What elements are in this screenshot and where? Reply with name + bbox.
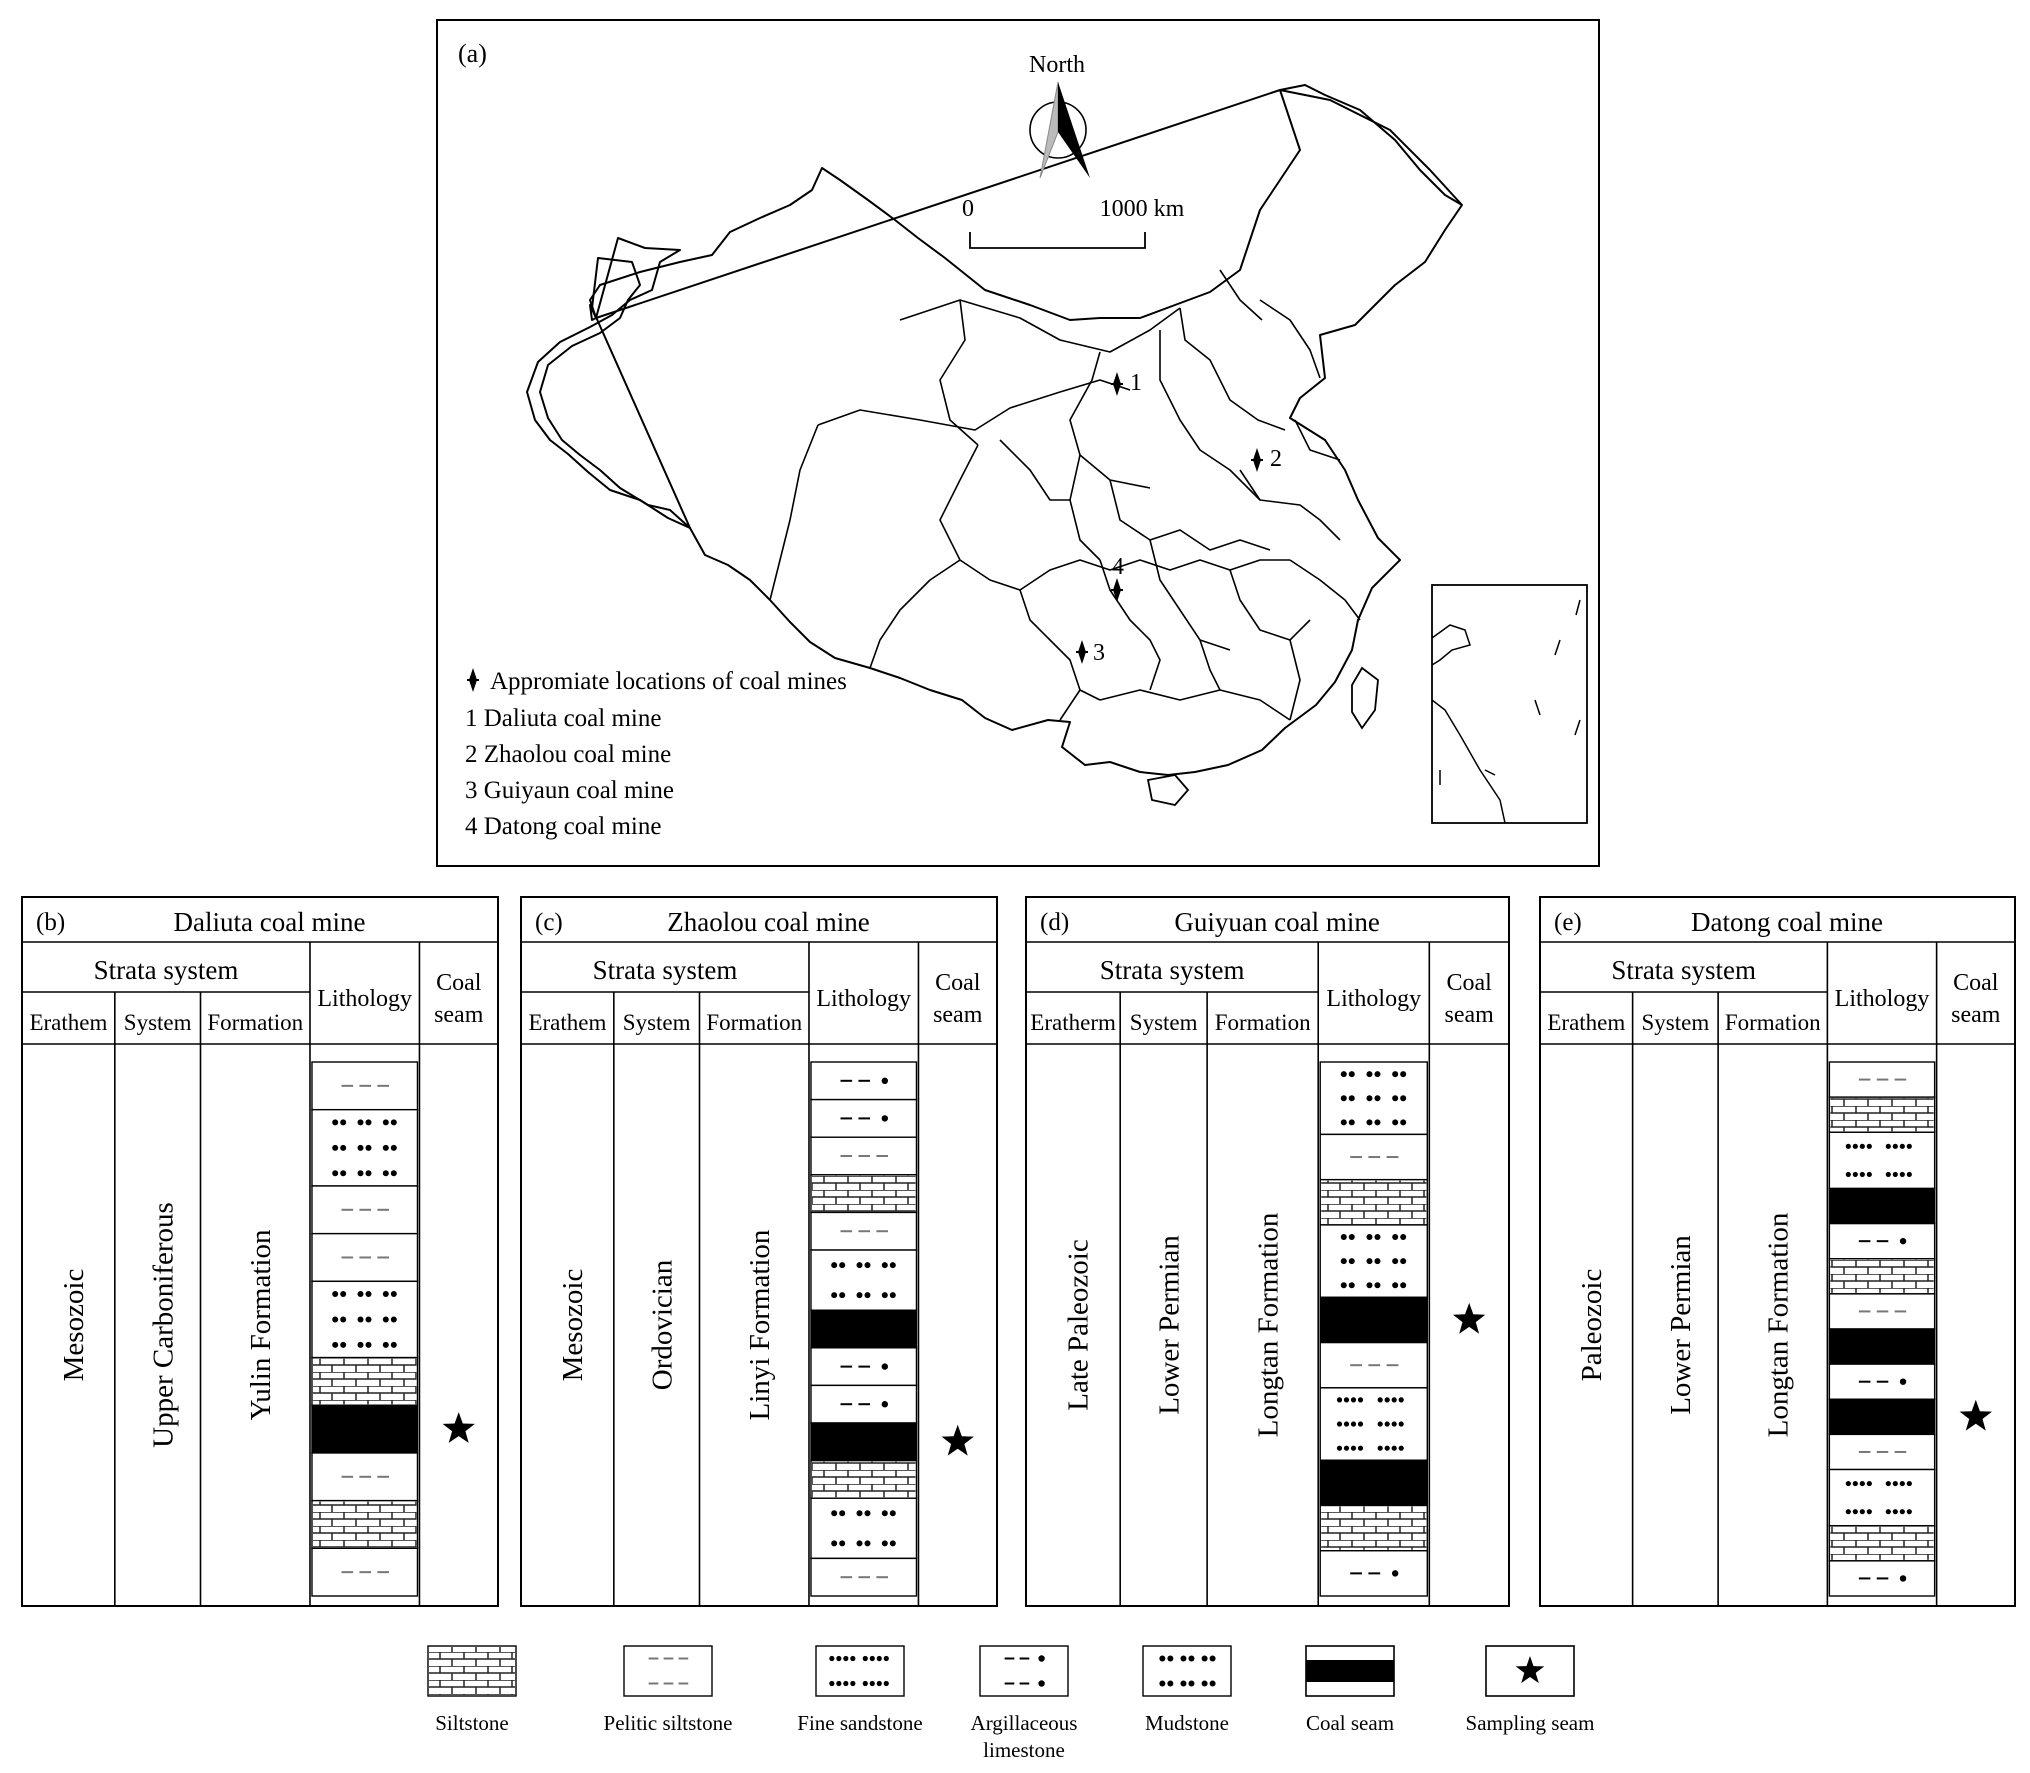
panel-label: (c): [535, 909, 563, 936]
formation-header: Formation: [706, 1010, 803, 1035]
map-frame: [437, 20, 1599, 866]
formation-value: Yulin Formation: [244, 1229, 277, 1421]
erathem-header: Eratherm: [1030, 1010, 1116, 1035]
column-title: Datong coal mine: [1691, 907, 1883, 937]
lithology-layer-argillaceous: [811, 1062, 916, 1100]
legend-item-mudstone: [1143, 1646, 1231, 1735]
legend-label: Pelitic siltstone: [603, 1711, 733, 1735]
formation-value: Longtan Formation: [1252, 1212, 1285, 1438]
erathem-value: Mesozoic: [58, 1268, 91, 1382]
system-value: Ordovician: [646, 1259, 679, 1391]
lithology-layer-mudstone: [811, 1498, 916, 1558]
lithology-layer-pelitic: [312, 1548, 417, 1596]
formation-value: Linyi Formation: [743, 1229, 776, 1421]
system-header: System: [1641, 1010, 1710, 1035]
strata-system-header: Strata system: [592, 955, 738, 985]
lithology-layer-pelitic: [312, 1234, 417, 1282]
legend-item-coal: [1306, 1646, 1394, 1735]
lithology-layer-argillaceous: [1320, 1551, 1427, 1596]
lithology-layer-fine: [1829, 1132, 1934, 1188]
map-legend-item: 3 Guiyaun coal mine: [465, 777, 674, 804]
lithology-layer-pelitic: [1829, 1294, 1934, 1329]
lithology-layer-siltstone: [811, 1461, 916, 1499]
lithology-layer-coal: [1320, 1460, 1427, 1505]
map-legend-item: 1 Daliuta coal mine: [465, 705, 662, 732]
strata-system-header: Strata system: [1099, 955, 1245, 985]
map-panel-label: (a): [458, 39, 487, 68]
lithology-layer-mudstone: [1320, 1225, 1427, 1297]
svg-text:3: 3: [1093, 640, 1105, 666]
legend-item-fine: [797, 1646, 922, 1735]
coal-seam-header: Coal seam: [933, 970, 983, 1028]
lithology-layer-pelitic: [1320, 1134, 1427, 1179]
lithology-layer-pelitic: [811, 1137, 916, 1175]
strata-system-header: Strata system: [1611, 955, 1757, 985]
lithology-layer-fine: [1829, 1470, 1934, 1526]
panel-label: (d): [1040, 909, 1070, 936]
south-china-sea-inset: [1432, 585, 1587, 823]
map-legend-item: 2 Zhaolou coal mine: [465, 741, 672, 768]
lithology-layer-siltstone: [312, 1501, 417, 1549]
erathem-value: Paleozoic: [1575, 1268, 1608, 1382]
strat-column-b: [22, 897, 498, 1606]
lithology-layer-pelitic: [811, 1558, 916, 1596]
column-title: Guiyuan coal mine: [1174, 907, 1380, 937]
lithology-layer-argillaceous: [811, 1100, 916, 1138]
coal-seam-header: Coal seam: [434, 970, 484, 1028]
svg-text:4: 4: [1112, 554, 1124, 580]
lithology-layer-siltstone: [312, 1358, 417, 1406]
lithology-header: Lithology: [317, 986, 413, 1012]
legend-item-argillaceous: [971, 1646, 1078, 1762]
legend-label: Mudstone: [1145, 1711, 1229, 1735]
erathem-value: Mesozoic: [557, 1268, 590, 1382]
lithology-layer-siltstone: [1320, 1505, 1427, 1550]
formation-header: Formation: [207, 1010, 304, 1035]
panel-label: (b): [36, 909, 66, 936]
lithology-header: Lithology: [1834, 986, 1930, 1012]
lithology-layer-siltstone: [811, 1175, 916, 1213]
system-header: System: [622, 1010, 691, 1035]
svg-text:1000 km: 1000 km: [1099, 196, 1185, 222]
legend-item-sample: [1466, 1646, 1595, 1735]
lithology-layer-siltstone: [1829, 1526, 1934, 1561]
strat-column-e: [1540, 897, 2015, 1606]
lithology-layer-pelitic: [312, 1062, 417, 1110]
lithology-layer-argillaceous: [1829, 1561, 1934, 1596]
lithology-layer-coal: [312, 1405, 417, 1453]
lithology-layer-pelitic: [312, 1186, 417, 1234]
legend-label: Argillaceous limestone: [970, 1711, 1078, 1762]
lithology-layer-mudstone: [312, 1281, 417, 1357]
lithology-legend: [428, 1646, 1594, 1762]
lithology-layer-pelitic: [312, 1453, 417, 1501]
lithology-header: Lithology: [1326, 986, 1422, 1012]
lithology-layer-siltstone: [1320, 1180, 1427, 1225]
system-value: Lower Permian: [1153, 1235, 1186, 1415]
formation-header: Formation: [1214, 1010, 1311, 1035]
lithology-layer-pelitic: [1829, 1434, 1934, 1469]
lithology-layer-coal: [1320, 1297, 1427, 1342]
strata-system-header: Strata system: [93, 955, 239, 985]
erathem-value: Late Paleozoic: [1062, 1239, 1095, 1411]
stratigraphic-columns: [22, 897, 2015, 1606]
legend-label: Coal seam: [1305, 1711, 1395, 1735]
map-panel: [437, 20, 1599, 866]
legend-item-pelitic: [604, 1646, 733, 1735]
map-legend-title: Appromiate locations of coal mines: [490, 668, 847, 695]
legend-label: Fine sandstone: [797, 1711, 923, 1735]
lithology-layer-siltstone: [1829, 1097, 1934, 1132]
erathem-header: Erathem: [1547, 1010, 1626, 1035]
lithology-layer-coal: [811, 1423, 916, 1461]
erathem-header: Erathem: [29, 1010, 108, 1035]
system-value: Upper Carboniferous: [147, 1202, 180, 1448]
panel-label: (e): [1554, 909, 1582, 936]
column-title: Daliuta coal mine: [173, 907, 366, 937]
lithology-layer-fine: [1320, 1388, 1427, 1460]
lithology-layer-coal: [1829, 1329, 1934, 1364]
strat-column-d: [1026, 897, 1509, 1606]
lithology-header: Lithology: [816, 986, 912, 1012]
lithology-layer-coal: [1829, 1399, 1934, 1434]
lithology-layer-mudstone: [1320, 1062, 1427, 1134]
formation-value: Longtan Formation: [1762, 1212, 1795, 1438]
legend-label: Siltstone: [435, 1711, 509, 1735]
lithology-layer-coal: [811, 1310, 916, 1348]
svg-text:North: North: [1029, 52, 1085, 78]
lithology-layer-pelitic: [811, 1212, 916, 1250]
strat-column-c: [521, 897, 997, 1606]
lithology-layer-coal: [1829, 1188, 1934, 1223]
lithology-layer-argillaceous: [811, 1385, 916, 1423]
erathem-header: Erathem: [528, 1010, 607, 1035]
system-value: Lower Permian: [1665, 1235, 1698, 1415]
formation-header: Formation: [1724, 1010, 1821, 1035]
system-header: System: [123, 1010, 192, 1035]
legend-item-siltstone: [428, 1646, 516, 1735]
column-title: Zhaolou coal mine: [667, 907, 870, 937]
lithology-layer-argillaceous: [811, 1348, 916, 1386]
svg-text:1: 1: [1130, 370, 1142, 396]
system-header: System: [1129, 1010, 1198, 1035]
lithology-layer-argillaceous: [1829, 1364, 1934, 1399]
lithology-layer-siltstone: [1829, 1259, 1934, 1294]
lithology-layer-argillaceous: [1829, 1224, 1934, 1259]
svg-text:0: 0: [962, 196, 974, 222]
lithology-layer-mudstone: [312, 1110, 417, 1186]
lithology-layer-pelitic: [1829, 1062, 1934, 1097]
svg-text:2: 2: [1270, 446, 1282, 472]
lithology-layer-pelitic: [1320, 1343, 1427, 1388]
coal-seam-header: Coal seam: [1444, 970, 1494, 1028]
legend-label: Sampling seam: [1465, 1711, 1595, 1735]
coal-seam-header: Coal seam: [1951, 970, 2001, 1028]
map-legend-item: 4 Datong coal mine: [465, 813, 662, 840]
lithology-layer-mudstone: [811, 1250, 916, 1310]
